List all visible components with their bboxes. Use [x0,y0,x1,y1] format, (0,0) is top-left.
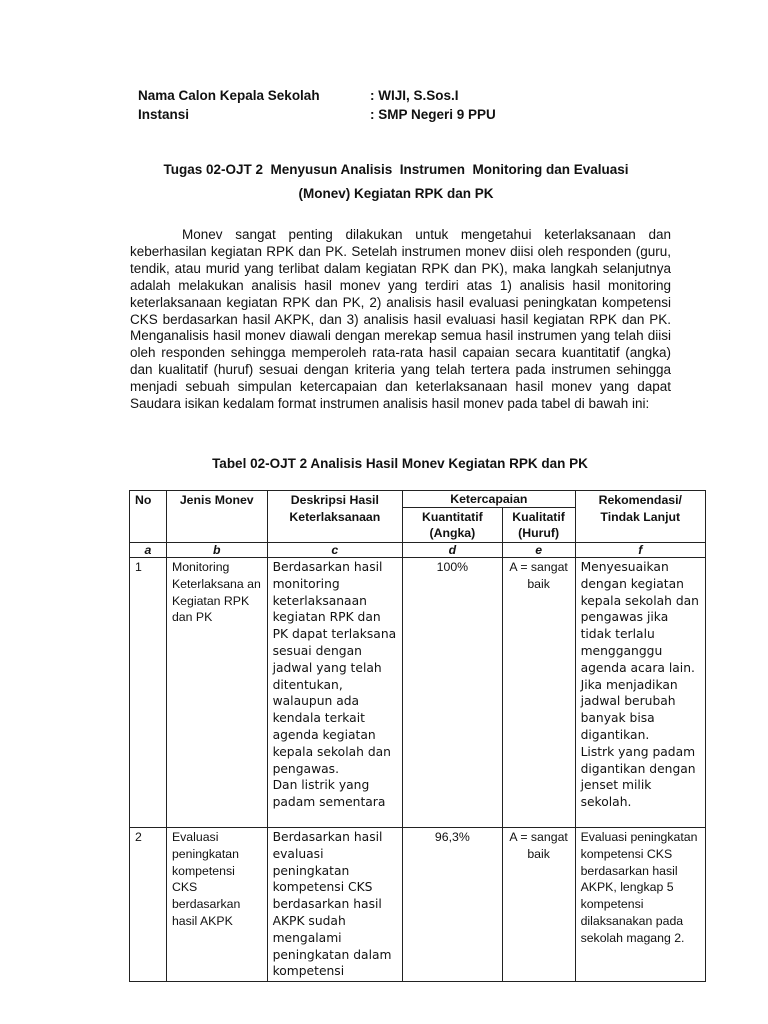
letter-f: f [575,543,705,558]
row-2-kuantitatif: 96,3% [403,828,503,982]
title-line-1: Tugas 02-OJT 2 Menyusun Analisis Instrumen Monitoring dan Evaluasi [163,162,629,177]
letter-a: a [130,543,167,558]
row-2-deskripsi: Berdasarkan hasil evaluasi peningkatan kompetensi CKS berdasarkan hasil AKPK sudah mengalami peningkatan dalam kompetensi [267,828,403,982]
col-header-no: No [130,491,167,543]
col-header-kualitatif: Kualitatif (Huruf) [502,508,575,543]
row-1-rekomendasi-text: Menyesuaikan dengan kegiatan kepala sekolah dan pengawas jika tidak terlalu mengganggu agenda acara lain. Jika menjadikan jadwal berubah banyak bisa digantikan. [580,560,699,742]
letter-c: c [267,543,403,558]
row-1-kuantitatif: 100% [403,558,503,828]
letter-b: b [166,543,267,558]
row-1-deskripsi-extra: Dan listrik yang padam sementara [272,778,386,810]
monev-analysis-table [129,490,706,982]
row-2-jenis: Evaluasi peningkatan kompetensi CKS berdasarkan hasil AKPK [166,828,267,982]
row-1-rekomendasi-extra: Listrk yang padam digantikan dengan jenset milik sekolah. [580,744,696,810]
row-1-deskripsi-text: Berdasarkan hasil monitoring keterlaksanaan kegiatan RPK dan PK dapat terlaksana sesuai dengan jadwal yang telah ditentukan, walaupun ada kendala terkait agenda kegiatan kepala sekolah dan pengawas. [272,560,397,776]
table-caption: Tabel 02-OJT 2 Analisis Hasil Monev Kegiatan RPK dan PK [212,456,588,471]
row-1-no: 1 [130,558,167,828]
row-1-rekomendasi [575,558,705,828]
document-title [128,158,664,206]
intro-paragraph: Monev sangat penting dilakukan untuk mengetahui keterlaksanaan dan keberhasilan kegiatan RPK dan PK. Setelah instrumen monev diisi oleh responden (guru, tendik, atau murid yang terlibat dalam kegiatan RPK dan PK), maka langkah selanjutnya adalah melakukan analisis hasil monev yang terdiri atas 1) analisis hasil monitoring keterlaksanaan kegiatan RPK dan PK, 2) analisis hasil evaluasi peningkatan kompetensi CKS berdasarkan hasil AKPK, dan 3) analisis hasil evaluasi hasil kegiatan RPK dan PK. Menganalisis hasil monev diawali dengan merekap semua hasil instrumen yang telah diisi oleh responden sehingga memperoleh rata-rata hasil capaian secara kuantitatif (angka) dan kualitatif (huruf) sesuai dengan kriteria yang telah tertera pada instrumen sehingga menjadi sebuah simpulan ketercapaian dan keterlaksanaan hasil monev yang dapat Saudara isikan kedalam format instrumen analisis hasil monev pada tabel di bawah ini: [130,227,671,412]
col-header-kuantitatif: Kuantitatif (Angka) [403,508,503,543]
row-1-kualitatif: A = sangat baik [502,558,575,828]
col-header-deskripsi: Deskripsi Hasil Keterlaksanaan [267,491,403,543]
row-1-deskripsi [267,558,403,828]
institution-row [138,105,496,124]
letter-d: d [403,543,503,558]
col-header-jenis: Jenis Monev [166,491,267,543]
name-label: Nama Calon Kepala Sekolah [138,88,320,103]
header-row-1 [130,491,706,508]
letter-e: e [502,543,575,558]
table-row [130,828,706,982]
row-2-rekomendasi: Evaluasi peningkatan kompetensi CKS berdasarkan hasil AKPK, lengkap 5 kompetensi dilaksanakan pada sekolah magang 2. [575,828,705,982]
letter-row [130,543,706,558]
name-value: : WIJI, S.Sos.I [370,88,459,103]
institution-label: Instansi [138,107,190,122]
title-line-2: (Monev) Kegiatan RPK dan PK [298,186,494,201]
institution-value: : SMP Negeri 9 PPU [370,107,496,122]
row-2-no: 2 [130,828,167,982]
candidate-info [138,86,496,124]
row-2-kualitatif: A = sangat baik [502,828,575,982]
table-row [130,558,706,828]
row-1-jenis: Monitoring Keterlaksana an Kegiatan RPK dan PK [166,558,267,828]
name-row [138,86,496,105]
col-header-ketercapaian: Ketercapaian [403,491,575,508]
col-header-rekomendasi: Rekomendasi/ Tindak Lanjut [575,491,705,543]
